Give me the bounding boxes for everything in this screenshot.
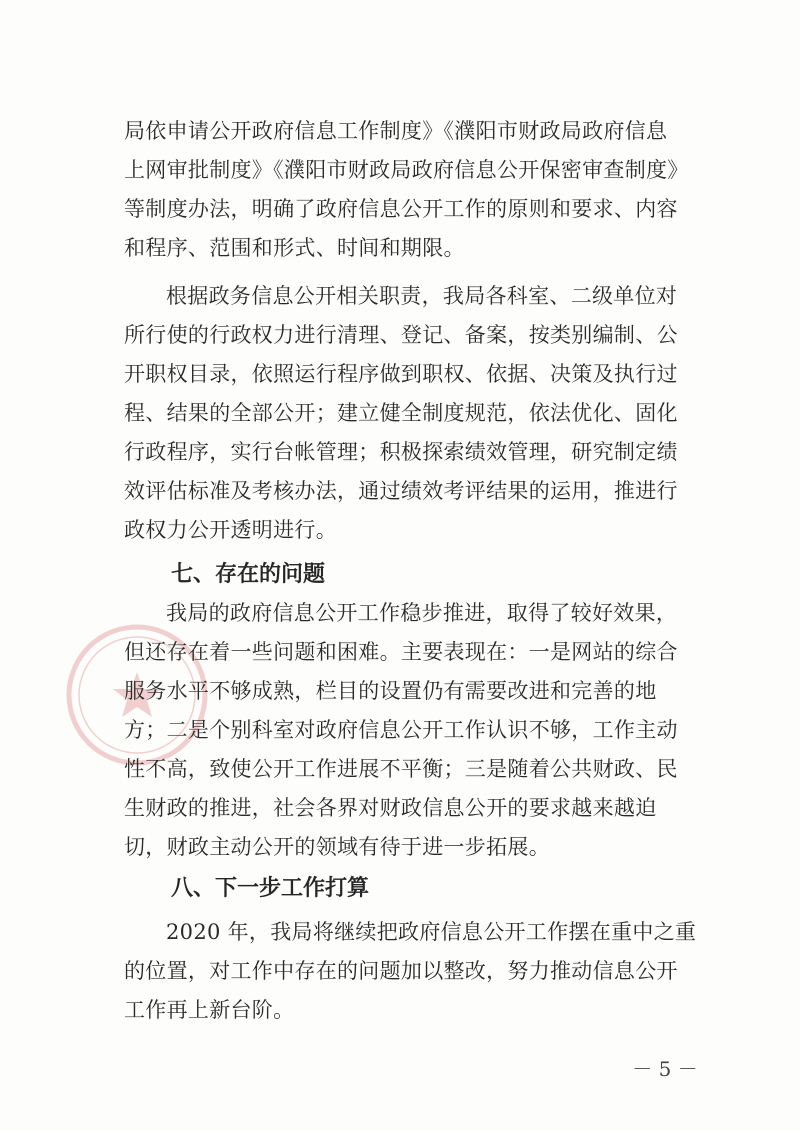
section-7-heading: 七、存在的问题 xyxy=(171,562,326,587)
section-8-line-1: 2020 年，我局将继续把政府信息公开工作摆在重中之重 xyxy=(166,920,697,944)
section-8-line-2: 的位置，对工作中存在的问题加以整改，努力推动信息公开 xyxy=(124,959,678,983)
power-paragraph-line-6: 效评估标准及考核办法，通过绩效考评结果的运用，推进行 xyxy=(124,479,678,503)
power-paragraph-line-4: 程、结果的全部公开；建立健全制度规范，依法优化、固化 xyxy=(124,401,678,425)
section-7-line-5: 性不高，致使公开工作进展不平衡；三是随着公共财政、民 xyxy=(124,757,678,781)
page-number: － 5 － xyxy=(632,1057,698,1081)
continuation-line-1: 局依申请公开政府信息工作制度》《濮阳市财政局政府信息 xyxy=(124,119,668,143)
section-7-line-2: 但还存在着一些问题和困难。主要表现在：一是网站的综合 xyxy=(124,640,678,664)
power-paragraph-line-1: 根据政务信息公开相关职责，我局各科室、二级单位对 xyxy=(166,284,678,308)
section-7-line-7: 切，财政主动公开的领域有待于进一步拓展。 xyxy=(124,835,550,859)
section-8-line-3: 工作再上新台阶。 xyxy=(124,998,295,1022)
power-paragraph-line-5: 行政程序，实行台帐管理；积极探索绩效管理，研究制定绩 xyxy=(124,440,678,464)
power-paragraph-line-3: 开职权目录，依照运行程序做到职权、依据、决策及执行过 xyxy=(124,362,678,386)
section-7-line-4: 方；二是个别科室对政府信息公开工作认识不够，工作主动 xyxy=(124,718,678,742)
section-7-line-6: 生财政的推进，社会各界对财政信息公开的要求越来越迫 xyxy=(124,796,657,820)
power-paragraph-line-2: 所行使的行政权力进行清理、登记、备案，按类别编制、公 xyxy=(124,323,678,347)
section-7-line-1: 我局的政府信息公开工作稳步推进，取得了较好效果， xyxy=(166,601,678,625)
continuation-line-2: 上网审批制度》《濮阳市财政局政府信息公开保密审查制度》 xyxy=(124,158,689,182)
section-8-heading: 八、下一步工作打算 xyxy=(171,876,370,901)
continuation-line-4: 和程序、范围和形式、时间和期限。 xyxy=(124,236,465,260)
section-7-line-3: 服务水平不够成熟，栏目的设置仍有需要改进和完善的地 xyxy=(124,679,657,703)
power-paragraph-line-7: 政权力公开透明进行。 xyxy=(124,518,337,542)
continuation-line-3: 等制度办法，明确了政府信息公开工作的原则和要求、内容 xyxy=(124,197,678,221)
